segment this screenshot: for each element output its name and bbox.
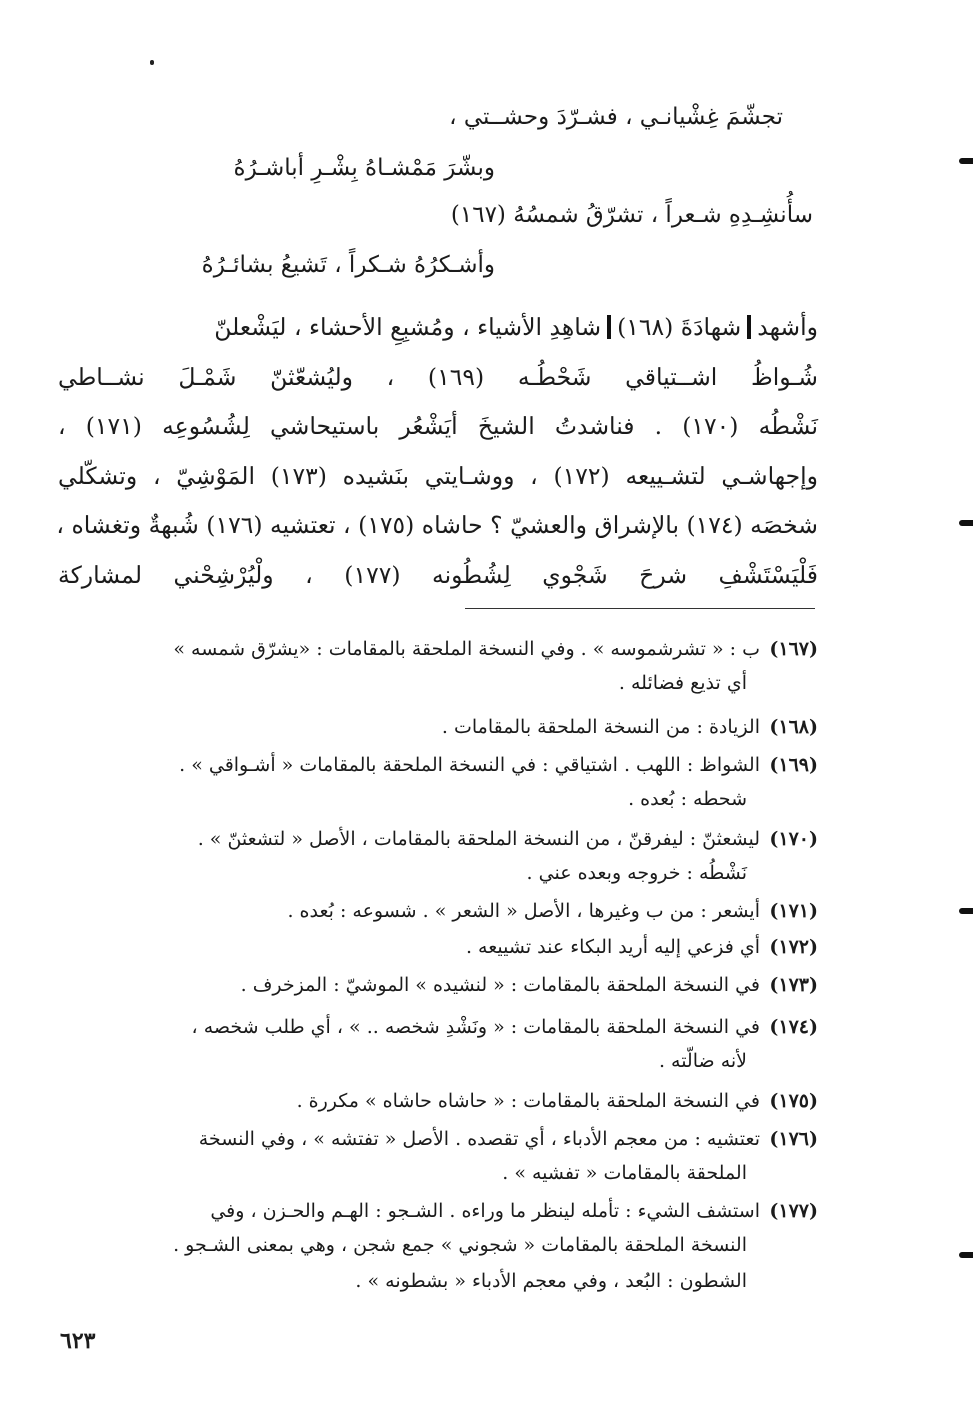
prose-segment: شاهِدِ الأشياء ، ومُشبِعِ الأحشاء ، ليَشْعلنّ: [214, 313, 602, 341]
ink-speck: [150, 60, 154, 65]
footnote: [58, 1126, 818, 1152]
footnote-continuation: نَشْطُه : خروجه وبعده عني .: [526, 862, 747, 884]
footnote: [58, 1088, 818, 1114]
prose-line: شخصَه (١٧٤) بالإشراق والعشيّ ؟ حاشاه (١٧٥) ، تعتشيه (١٧٦) شُبهةٌ وتغشاه ،: [56, 511, 818, 539]
verse-line: تجشّمَ غِشْيانـي ، فشـرّدَ وحشــتي ،: [449, 104, 783, 130]
footnote: [58, 752, 818, 778]
margin-mark: [959, 908, 973, 914]
footnote-text: ب : « تشرشموسه » . وفي النسخة الملحقة بالمقامات : «يشرّق شمسه »: [173, 638, 760, 660]
footnote: [58, 1014, 818, 1040]
prose-segment: وأشهد: [757, 313, 818, 341]
footnote-text: الشواظ : اللهب . اشتياقي : في النسخة الملحقة بالمقامات « أشـواقي » .: [179, 754, 760, 776]
footnote-continuation: شحطه : بُعده .: [628, 788, 747, 810]
footnote-number: (١٦٨): [769, 716, 818, 738]
insertion-bracket: [747, 315, 751, 339]
footnote-number: (١٧٠): [769, 828, 818, 850]
footnote-text: الزيادة : من النسخة الملحقة بالمقامات .: [441, 716, 760, 738]
footnote-number: (١٧٤): [769, 1016, 818, 1038]
footnote-number: (١٧٢): [769, 936, 818, 958]
footnote-number: (١٦٩): [769, 754, 818, 776]
footnote: [58, 972, 818, 998]
footnote-text: في النسخة الملحقة بالمقامات : « ونَشْدِ شخصه .. » ، أي طلب شخصه ،: [191, 1016, 760, 1038]
margin-mark: [959, 158, 973, 164]
footnote-number: (١٧١): [769, 900, 818, 922]
page-number: ٦٢٣: [60, 1328, 96, 1354]
footnote-text: أيشعر : من ب وغيرها ، الأصل « الشعر » . شسوعه : بُعده .: [287, 900, 760, 922]
prose-line: [58, 312, 818, 342]
footnote-number: (١٧٧): [769, 1200, 818, 1222]
footnote-continuation: الشطون : البُعد ، وفي معجم الأدباء « بشطونه » .: [355, 1270, 747, 1292]
prose-line: وإجهاشـي لتشـييعه (١٧٢) ، ووشـايتي بنَشيده (١٧٣) المَوْشِيّ ، وتشكّلي: [58, 462, 818, 490]
footnote: [58, 636, 818, 662]
footnote-continuation: الملحقة بالمقامات « تفشيه » .: [502, 1162, 747, 1184]
prose-line: فَلْيَسْتَشْفِ شرحَ شَجْوي لِشُطُونه (١٧٧) ، ولْيُرْشِحْني لمشاركة: [58, 561, 818, 589]
footnote: [58, 826, 818, 852]
margin-mark: [959, 520, 973, 526]
footnote-text: ليشعثنّ : ليفرقنّ ، من النسخة الملحقة بالمقامات ، الأصل « لتشعثنّ » .: [197, 828, 760, 850]
footnote-continuation: لأنه ضالّته .: [658, 1050, 747, 1072]
footnote-text: تعتشيه : من معجم الأدباء ، أي تقصده . الأصل « تفتشه » ، وفي النسخة: [198, 1128, 760, 1150]
verse-line: وأشـكرُهُ شـكراً ، تَشيعُ بشائـرُهُ: [201, 252, 495, 278]
footnote-text: في النسخة الملحقة بالمقامات : « حاشاه حاشاه » مكررة .: [296, 1090, 760, 1112]
footnote: [58, 714, 818, 740]
footnote-number: (١٦٧): [769, 638, 818, 660]
footnote-text: استشف الشيء : تأمله لينظر ما وراءه . الشـجو : الهـم والحـزن ، وفي: [210, 1200, 760, 1222]
verse-line: وبشّرَ مَمْشـاهُ بِشْـرِ أباشـرُهُ: [233, 155, 495, 181]
footnote-continuation: النسخة الملحقة بالمقامات « شجوني » جمع شجن ، وهي بمعنى الشـجو .: [173, 1234, 747, 1256]
footnote: [58, 898, 818, 924]
footnote-number: (١٧٣): [769, 974, 818, 996]
prose-line: نَشْطُه (١٧٠) . فناشدتُ الشيخَ أيَشْعُر باستيحاشي لِشُسُوعِه (١٧١) ،: [58, 412, 818, 440]
footnote-continuation: أي تذيع فضائله .: [618, 672, 747, 694]
verse-line: سأُنشِـدِهِ شـعراً ، تشرّقُ شمسُهُ (١٦٧): [450, 202, 813, 228]
footnote-number: (١٧٥): [769, 1090, 818, 1112]
footnote-text: في النسخة الملحقة بالمقامات : « لنشيده » الموشيّ : المزخرف .: [240, 974, 760, 996]
footnote: [58, 934, 818, 960]
insertion-bracket: [607, 315, 611, 339]
prose-line: شُـواظُ اشــتياقي شَحْطُـه (١٦٩) ، وليُشعّثنّ شَمْـلَ نشــاطي: [58, 363, 818, 391]
prose-segment: شهادَةَ (١٦٨): [617, 313, 742, 341]
footnote-text: أي فزعي إليه أريد البكاء عند تشييعه .: [465, 936, 760, 958]
margin-mark: [959, 1252, 973, 1258]
footnote: [58, 1198, 818, 1224]
footnote-separator: [465, 608, 815, 609]
footnote-number: (١٧٦): [769, 1128, 818, 1150]
